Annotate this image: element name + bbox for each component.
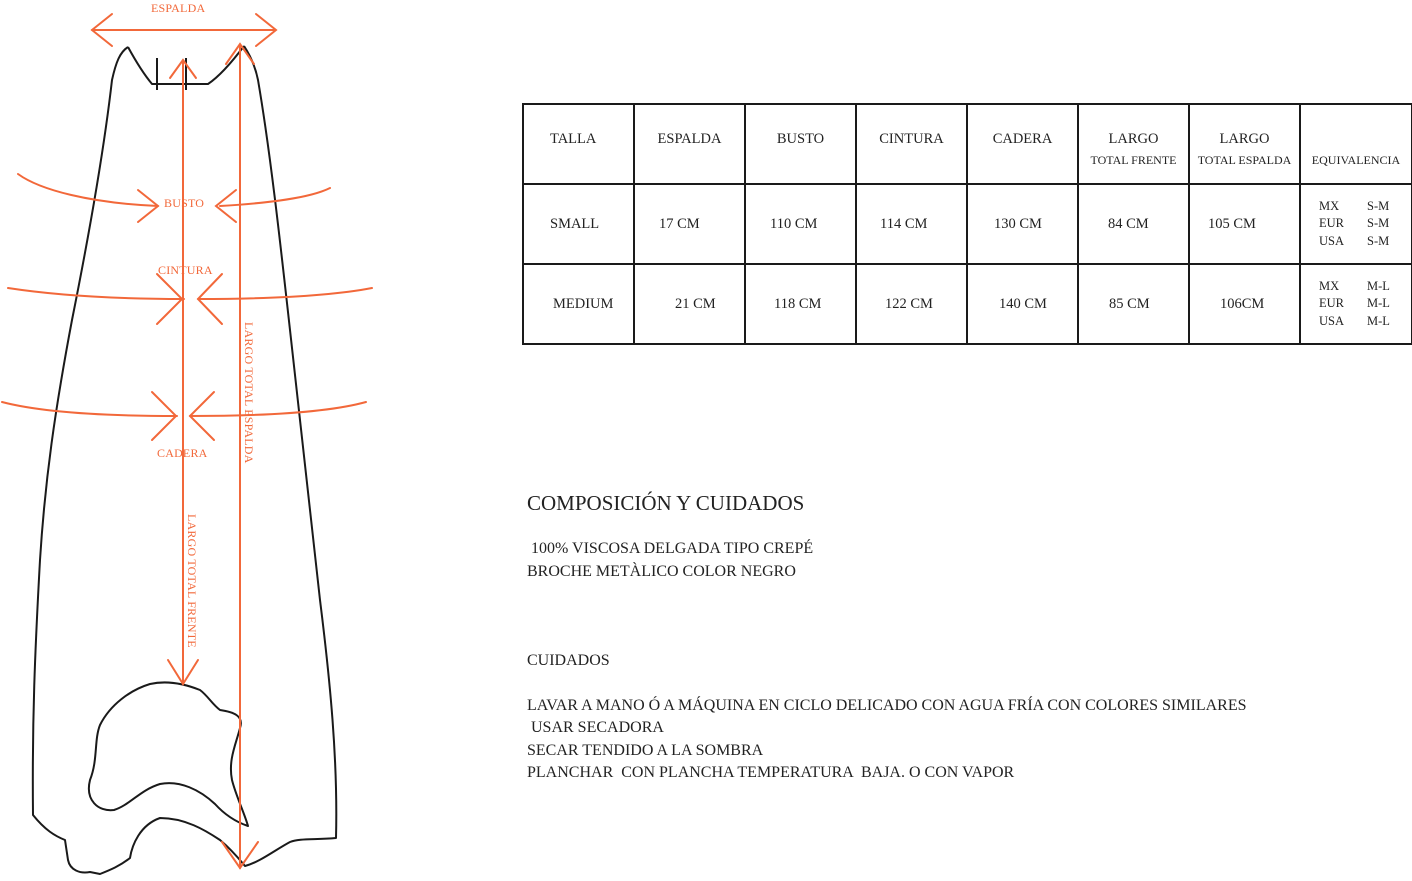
cell-busto: 118 CM (745, 264, 856, 344)
label-espalda: ESPALDA (151, 1, 206, 15)
garment-measurement-diagram (0, 0, 400, 881)
care-title: CUIDADOS (527, 652, 610, 669)
label-cadera: CADERA (157, 446, 208, 460)
label-largo-total-frente: LARGO TOTAL FRENTE (185, 514, 199, 648)
cell-busto: 110 CM (745, 184, 856, 264)
header-cadera: CADERA (967, 104, 1078, 184)
header-largo-espalda: LARGO TOTAL ESPALDA (1189, 104, 1300, 184)
espalda-arrow (92, 14, 276, 46)
care-line: USAR SECADORA (527, 719, 664, 736)
cell-talla: SMALL (523, 184, 634, 264)
care-line: LAVAR A MANO Ó A MÁQUINA EN CICLO DELICADO CON AGUA FRÍA CON COLORES SIMILARES (527, 697, 1247, 714)
composition-line: 100% VISCOSA DELGADA TIPO CREPÉ (527, 540, 814, 557)
composition-line: BROCHE METÀLICO COLOR NEGRO (527, 563, 796, 580)
cell-equivalencia (1300, 264, 1412, 344)
cintura-arrows (8, 274, 372, 324)
header-busto: BUSTO (745, 104, 856, 184)
table-row (523, 264, 1412, 344)
cell-espalda: 17 CM (634, 184, 745, 264)
list-item: USA S-M (1319, 233, 1390, 248)
header-largo-frente: LARGO TOTAL FRENTE (1078, 104, 1189, 184)
label-cintura: CINTURA (158, 263, 213, 277)
cell-largo-frente: 85 CM (1078, 264, 1189, 344)
cell-cintura: 114 CM (856, 184, 967, 264)
header-espalda: ESPALDA (634, 104, 745, 184)
list-item: MX S-M (1319, 198, 1390, 213)
list-item: MX M-L (1319, 278, 1390, 293)
cell-cadera: 140 CM (967, 264, 1078, 344)
equivalencia-list (1301, 278, 1411, 331)
cell-largo-espalda: 105 CM (1189, 184, 1300, 264)
cell-cadera: 130 CM (967, 184, 1078, 264)
label-largo-total-espalda: LARGO TOTAL ESPALDA (242, 322, 256, 464)
label-busto: BUSTO (164, 196, 205, 210)
header-cintura: CINTURA (856, 104, 967, 184)
list-item: EUR S-M (1319, 216, 1390, 231)
size-table (522, 103, 1412, 345)
header-talla: TALLA (523, 104, 634, 184)
table-header-row (523, 104, 1412, 184)
dress-outline (33, 46, 337, 874)
cell-espalda: 21 CM (634, 264, 745, 344)
list-item: EUR M-L (1319, 296, 1390, 311)
cell-talla: MEDIUM (523, 264, 634, 344)
list-item: USA M-L (1319, 313, 1390, 328)
care-line: SECAR TENDIDO A LA SOMBRA (527, 742, 764, 759)
header-equivalencia: EQUIVALENCIA (1300, 104, 1412, 184)
measurement-arrows (2, 14, 372, 868)
cell-equivalencia (1300, 184, 1412, 264)
composition-title: COMPOSICIÓN Y CUIDADOS (527, 491, 805, 515)
cell-largo-frente: 84 CM (1078, 184, 1189, 264)
cell-cintura: 122 CM (856, 264, 967, 344)
cell-largo-espalda: 106CM (1189, 264, 1300, 344)
table-row (523, 184, 1412, 264)
equivalencia-list (1301, 198, 1411, 251)
care-line: PLANCHAR CON PLANCHA TEMPERATURA BAJA. O CON VAPOR (527, 764, 1015, 781)
